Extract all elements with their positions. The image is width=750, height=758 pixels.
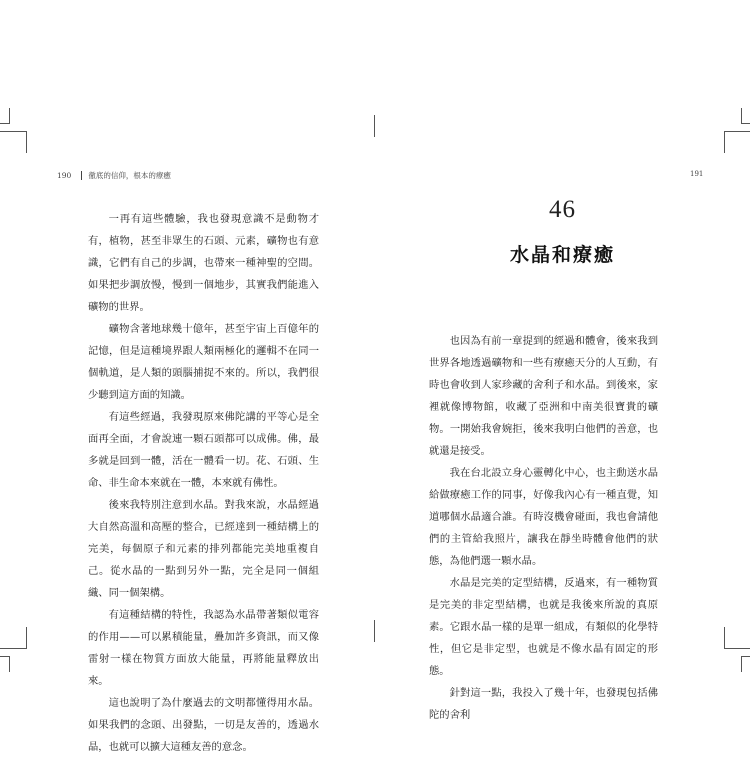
right-page-body <box>429 330 658 726</box>
paragraph: 我在台北設立身心靈轉化中心，也主動送水晶給做療癒工作的同事，好像我內心有一種直覺，知道哪個水晶適合誰。有時沒機會碰面，我也會請他們的主管給我照片，讓我在靜坐時體會他們的狀態，為他們選一顆水晶。 <box>429 467 658 567</box>
chapter-number: 46 <box>549 196 576 223</box>
left-page-body <box>88 208 319 758</box>
left-page-number: 190 <box>57 171 72 180</box>
paragraph: 礦物含著地球幾十億年，甚至宇宙上百億年的記憶，但是這種境界跟人類兩極化的邏輯不在同一個軌道，是人類的頭腦捕捉不來的。所以，我們很少聽到這方面的知識。 <box>88 323 319 401</box>
paragraph: 一再有這些體驗，我也發現意識不是動物才有，植物，甚至非眾生的石頭、元素，礦物也有意識，它們有自己的步調，也帶來一種神聖的空間。如果把步調放慢，慢到一個地步，其實我們能進入礦物的世界。 <box>88 213 319 313</box>
left-page-header <box>57 170 171 181</box>
paragraph: 後來我特別注意到水晶。對我來說，水晶經過大自然高溫和高壓的整合，已經達到一種結構上的完美，每個原子和元素的排列都能完美地重複自己。從水晶的一點到另外一點，完全是同一個組織、同一個架構。 <box>88 499 319 599</box>
left-page <box>0 0 375 753</box>
chapter-title: 水晶和療癒 <box>509 244 615 266</box>
paragraph: 也因為有前一章提到的經過和體會，後來我到世界各地透過礦物和一些有療癒天分的人互動，有時也會收到人家珍藏的舍利子和水晶。到後來，家裡就像博物館，收藏了亞洲和中南美很寶貴的礦物。一開始我會婉拒，後來我明白他們的善意，也就還是接受。 <box>429 335 658 457</box>
paragraph: 這也說明了為什麼過去的文明都懂得用水晶。如果我們的念頭、出發點，一切是友善的，透過水晶，也就可以擴大這種友善的意念。 <box>88 697 319 753</box>
header-separator <box>81 171 82 180</box>
right-page <box>375 0 750 750</box>
paragraph: 水晶是完美的定型結構，反過來，有一種物質是完美的非定型結構，也就是我後來所說的真原素。它跟水晶一樣的是單一組成，有類似的化學特性，但它是非定型，也就是不像水晶有固定的形態。 <box>429 577 658 677</box>
paragraph: 有這些經過，我發現原來佛陀講的平等心是全面再全面，才會說連一顆石頭都可以成佛。佛，最多就是回到一體，活在一體看一切。花、石頭、生命、非生命本來就在一體，本來就有佛性。 <box>88 411 319 489</box>
right-page-number: 191 <box>690 170 704 178</box>
running-title: 徹底的信仰，根本的療癒 <box>88 171 171 180</box>
paragraph: 有這種結構的特性，我認為水晶帶著類似電容的作用——可以累積能量，疊加許多資訊，而又像雷射一樣在物質方面放大能量，再將能量釋放出來。 <box>88 609 319 687</box>
paragraph: 針對這一點，我投入了幾十年，也發現包括佛陀的舍利 <box>429 687 658 721</box>
